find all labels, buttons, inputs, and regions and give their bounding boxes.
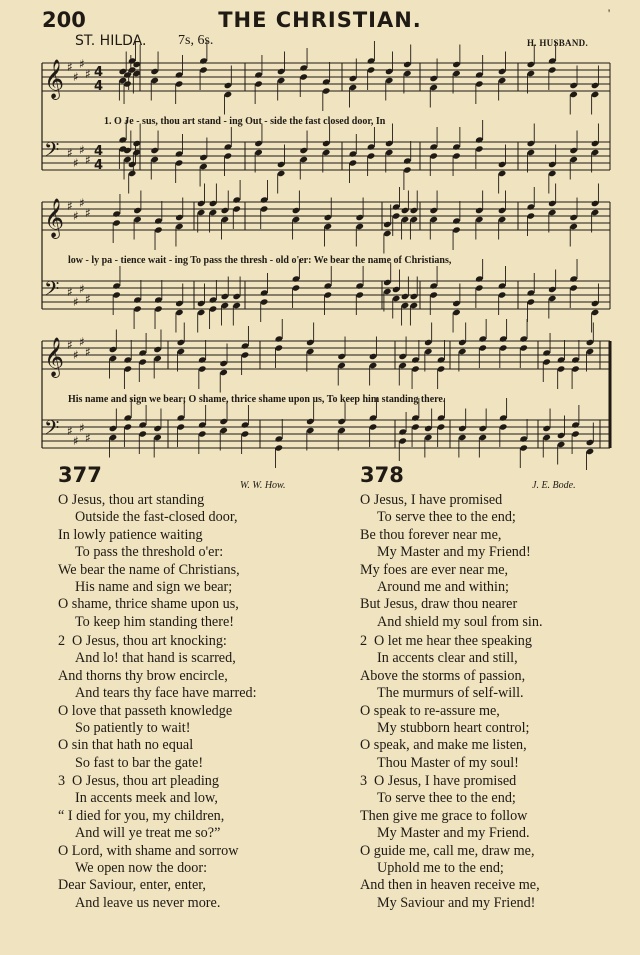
verse-line <box>360 579 543 596</box>
verse-number: 3 <box>360 773 368 789</box>
verse-line <box>58 509 240 526</box>
verse-number: 3 <box>58 773 66 789</box>
verse-line <box>360 703 532 720</box>
verse-line-text: We open now the door: <box>75 860 208 877</box>
hymn-378-verse-1 <box>360 492 543 631</box>
verse-line-text: O guide me, call me, draw me, <box>360 842 535 859</box>
verse-line-text: My Saviour and my Friend! <box>377 894 536 911</box>
verse-line-text: My Master and my Friend. <box>377 825 530 842</box>
corner-mark: ' <box>608 6 611 20</box>
time-signature-icon: 4 <box>94 144 104 159</box>
sharp-icon: ♯ <box>73 209 79 223</box>
sharp-icon: ♯ <box>85 206 91 220</box>
time-signature-icon: 4 <box>94 158 104 173</box>
verse-line-text: My foes are ever near me, <box>360 561 509 578</box>
sharp-icon: ♯ <box>67 146 73 160</box>
verse-line <box>360 737 532 754</box>
verse-line-text: O Jesus, thou art standing <box>58 492 205 508</box>
verse-line-text: But Jesus, draw thou nearer <box>360 596 518 613</box>
verse-line <box>360 544 543 561</box>
verse-line <box>360 720 532 737</box>
verse-line <box>58 579 240 596</box>
verse-line-text: My Master and my Friend! <box>377 544 531 561</box>
verse-line <box>360 492 543 509</box>
verse-line-text: “ I died for you, my children, <box>58 807 225 824</box>
verse-line <box>360 755 532 772</box>
verse-line-text: O love that passeth knowledge <box>58 702 233 719</box>
hymn-377-author: W. W. How. <box>240 480 286 491</box>
bass-clef-icon: 𝄢 <box>44 416 60 444</box>
verse-line <box>360 790 540 807</box>
verse-line <box>58 720 257 737</box>
sharp-icon: ♯ <box>85 153 91 167</box>
verse-line-text: And thorns thy brow encircle, <box>58 667 228 684</box>
page-title: THE CHRISTIAN. <box>218 8 422 32</box>
verse-line-text: Outside the fast-closed door, <box>75 509 238 526</box>
verse-line-text: His name and sign we bear; <box>75 579 233 596</box>
hymn-number-377: 377 <box>58 463 102 487</box>
verse-line <box>58 544 240 561</box>
verse-line <box>58 633 257 650</box>
verse-line <box>360 860 540 877</box>
verse-line-text: Dear Saviour, enter, enter, <box>58 877 206 894</box>
verse-line-text: In accents clear and still, <box>377 650 518 667</box>
verse-line-text: O Jesus, thou art knocking: <box>72 633 227 649</box>
sharp-icon: ♯ <box>73 156 79 170</box>
verse-line <box>58 685 257 702</box>
verse-line-text: In lowly patience waiting <box>58 526 203 543</box>
verse-line <box>58 650 257 667</box>
verse-line <box>58 877 238 894</box>
treble-clef-icon: 𝄞 <box>44 337 65 377</box>
sharp-icon: ♯ <box>67 338 73 352</box>
verse-line-text: And lo! that hand is scarred, <box>75 650 236 667</box>
verse-line <box>360 596 543 613</box>
verse-line <box>58 790 238 807</box>
hymn-377-verse-1 <box>58 492 240 631</box>
verse-line-text: The murmurs of self-will. <box>377 685 524 702</box>
sharp-icon: ♯ <box>73 434 79 448</box>
verse-line-text: And shield my soul from sin. <box>377 613 543 630</box>
verse-line-text: And then in heaven receive me, <box>360 877 540 894</box>
tune-composer: H. HUSBAND. <box>526 38 588 48</box>
treble-clef-icon: 𝄞 <box>44 59 65 99</box>
verse-line <box>58 492 240 509</box>
hymn-377-verse-3 <box>58 773 238 912</box>
verse-line-text: To serve thee to the end; <box>377 509 516 526</box>
verse-line <box>58 895 238 912</box>
sharp-icon: ♯ <box>79 335 85 349</box>
verse-line-text: Thou Master of my soul! <box>377 754 519 771</box>
verse-line <box>58 860 238 877</box>
verse-number: 2 <box>360 633 368 649</box>
tune-name: ST. HILDA. <box>75 33 147 49</box>
bass-clef-icon: 𝄢 <box>44 138 60 166</box>
verse-line-text: In accents meek and low, <box>75 790 218 807</box>
sharp-icon: ♯ <box>73 70 79 84</box>
verse-line-text: O shame, thrice shame upon us, <box>58 596 239 613</box>
verse-line-text: O speak, and make me listen, <box>360 737 527 754</box>
sharp-icon: ♯ <box>67 60 73 74</box>
verse-line-text: And tears thy face have marred: <box>75 685 257 702</box>
verse-line-text: O Jesus, I have promised <box>360 492 503 508</box>
verse-line-text: To keep him standing there! <box>75 613 234 630</box>
verse-line-text: So patiently to wait! <box>75 720 191 737</box>
verse-line <box>58 703 257 720</box>
verse-line-text: And will ye treat me so?” <box>75 825 221 842</box>
verse-line <box>360 650 532 667</box>
sharp-icon: ♯ <box>79 143 85 157</box>
time-signature-icon: 4 <box>94 79 104 94</box>
verse-line-text: O sin that hath no equal <box>58 737 194 754</box>
verse-line <box>58 614 240 631</box>
score-lyric-line-1: 1. O Je - sus, thou art stand - ing Out - side the fast closed door, In <box>104 116 386 127</box>
verse-line-text: Then give me grace to follow <box>360 807 528 824</box>
verse-line <box>360 808 540 825</box>
verse-line-text: O Lord, with shame and sorrow <box>58 842 239 859</box>
time-signature-icon: 4 <box>94 65 104 80</box>
sharp-icon: ♯ <box>67 424 73 438</box>
sharp-icon: ♯ <box>67 285 73 299</box>
verse-line <box>360 633 532 650</box>
sharp-icon: ♯ <box>85 67 91 81</box>
verse-line <box>58 737 257 754</box>
verse-line <box>58 562 240 579</box>
verse-line <box>360 562 543 579</box>
sharp-icon: ♯ <box>85 431 91 445</box>
verse-line-text: So fast to bar the gate! <box>75 754 204 771</box>
verse-line <box>360 843 540 860</box>
sharp-icon: ♯ <box>85 345 91 359</box>
verse-line-text: O Jesus, thou art pleading <box>72 773 219 789</box>
verse-line-text: O Jesus, I have promised <box>374 773 517 789</box>
verse-line-text: Uphold me to the end; <box>377 860 504 877</box>
verse-line <box>58 773 238 790</box>
hymn-number-378: 378 <box>360 463 404 487</box>
treble-clef-icon: 𝄞 <box>44 198 65 238</box>
verse-line <box>58 825 238 842</box>
sharp-icon: ♯ <box>79 282 85 296</box>
score-lyric-line-3: His name and sign we bear; O shame, thrice shame upon us, To keep him standing there. <box>68 394 446 405</box>
verse-line <box>360 509 543 526</box>
verse-line <box>58 527 240 544</box>
verse-line <box>360 527 543 544</box>
verse-number: 2 <box>58 633 66 649</box>
verse-line <box>58 808 238 825</box>
sharp-icon: ♯ <box>73 348 79 362</box>
verse-line-text: Be thou forever near me, <box>360 526 502 543</box>
sharp-icon: ♯ <box>85 292 91 306</box>
hymn-378-author: J. E. Bode. <box>532 480 576 491</box>
verse-line <box>58 755 257 772</box>
hymn-378-verse-2 <box>360 633 532 772</box>
verse-line <box>360 825 540 842</box>
verse-line <box>58 668 257 685</box>
page-number: 200 <box>42 8 86 32</box>
verse-line <box>58 843 238 860</box>
verse-line <box>360 877 540 894</box>
verse-line <box>360 895 540 912</box>
verse-line-text: To serve thee to the end; <box>377 790 516 807</box>
hymn-377-verse-2 <box>58 633 257 772</box>
verse-line <box>360 614 543 631</box>
tune-meter: 7s, 6s. <box>178 33 214 48</box>
verse-line <box>360 773 540 790</box>
verse-line-text: We bear the name of Christians, <box>58 561 240 578</box>
hymn-378-verse-3 <box>360 773 540 912</box>
verse-line <box>360 685 532 702</box>
verse-line-text: O let me hear thee speaking <box>374 633 532 649</box>
verse-line-text: Around me and within; <box>377 579 510 596</box>
sharp-icon: ♯ <box>79 57 85 71</box>
sharp-icon: ♯ <box>73 295 79 309</box>
verse-line-text: My stubborn heart control; <box>377 720 530 737</box>
verse-line-text: To pass the threshold o'er: <box>75 544 224 561</box>
score-lyric-line-2: low - ly pa - tience wait - ing To pass the thresh - old o'er: We bear the name of Christians, <box>68 255 452 266</box>
verse-line <box>58 596 240 613</box>
bass-clef-icon: 𝄢 <box>44 277 60 305</box>
verse-line-text: And leave us never more. <box>75 894 221 911</box>
sharp-icon: ♯ <box>79 421 85 435</box>
sharp-icon: ♯ <box>67 199 73 213</box>
verse-line-text: O speak to re-assure me, <box>360 702 500 719</box>
verse-line-text: Above the storms of passion, <box>360 667 526 684</box>
verse-line <box>360 668 532 685</box>
sharp-icon: ♯ <box>79 196 85 210</box>
